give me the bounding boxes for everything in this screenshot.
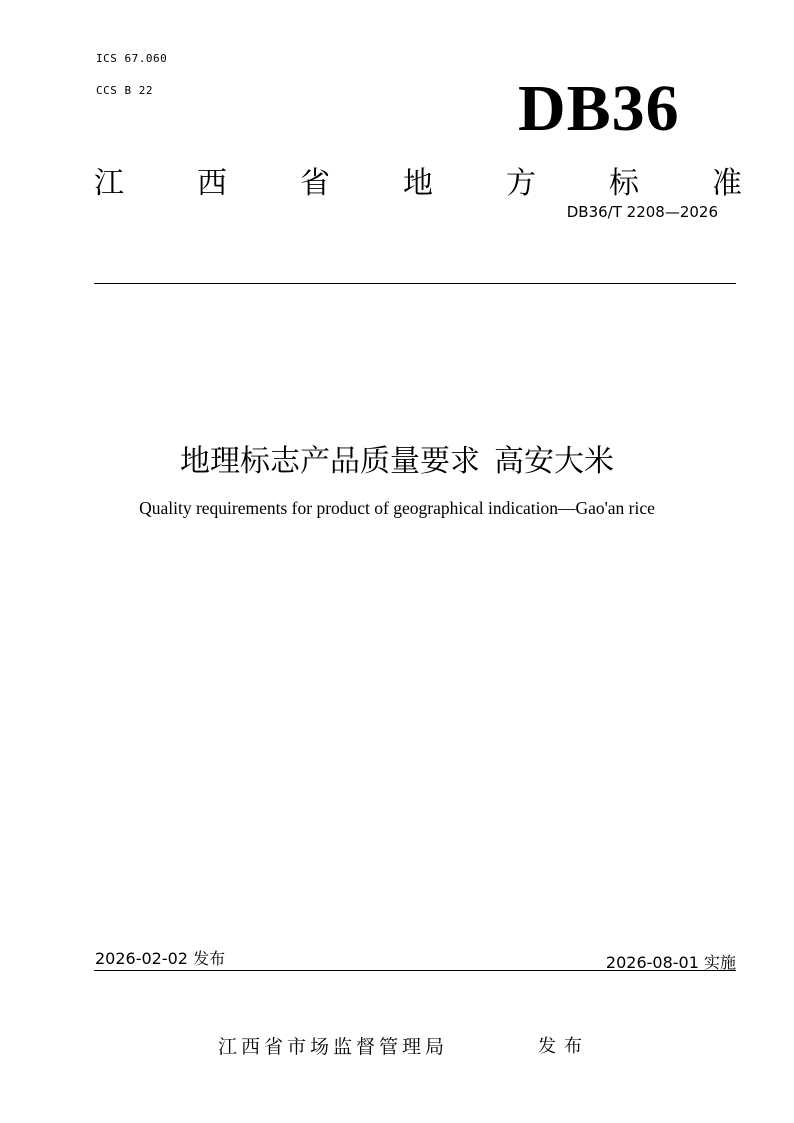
standard-type-char: 标 <box>609 166 639 201</box>
standard-number: DB36/T 2208—2026 <box>566 203 718 221</box>
standard-type-char: 省 <box>300 166 330 201</box>
title-chinese-main: 地理标志产品质量要求 <box>180 444 480 479</box>
standard-type-char: 西 <box>197 166 227 201</box>
standard-type-char: 方 <box>506 166 536 201</box>
db-code-logo: DB36 <box>518 72 680 145</box>
issuing-authority: 江西省市场监督管理局 <box>218 1036 449 1058</box>
issue-date: 2026-02-02 发布 <box>95 949 226 968</box>
issuing-label: 发布 <box>538 1036 590 1057</box>
ics-code: ICS 67.060 <box>96 52 168 65</box>
title-chinese <box>0 442 794 482</box>
standard-type-char: 地 <box>403 166 433 201</box>
header-divider <box>94 283 736 284</box>
footer-divider <box>94 970 736 971</box>
standard-type <box>94 166 742 206</box>
implementation-date: 2026-08-01 实施 <box>605 953 736 972</box>
title-english: Quality requirements for product of geographical indication—Gao'an rice <box>139 498 655 518</box>
standard-type-char: 准 <box>712 166 742 201</box>
title-chinese-sub: 高安大米 <box>494 444 614 479</box>
standard-type-char: 江 <box>94 166 124 201</box>
ccs-code: CCS B 22 <box>96 84 153 97</box>
